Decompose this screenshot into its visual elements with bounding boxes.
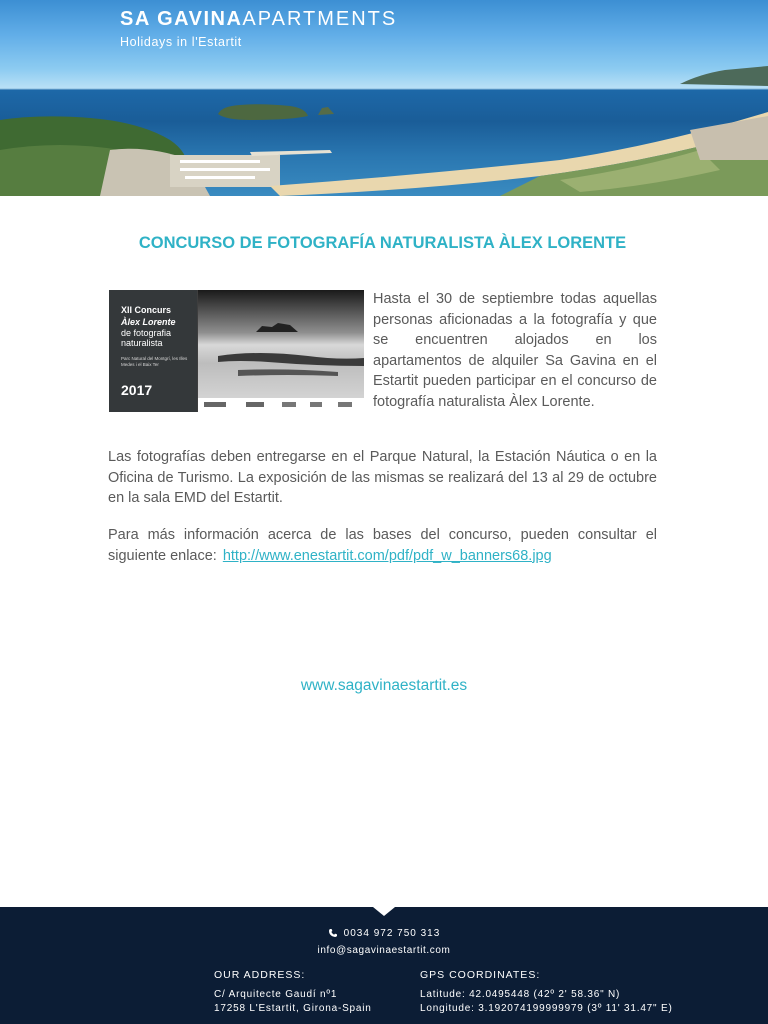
footer-phone[interactable] xyxy=(0,928,768,939)
footer-email[interactable]: info@sagavinaestartit.com xyxy=(317,945,451,956)
poster-photo xyxy=(198,290,364,412)
gps-heading: GPS COORDINATES: xyxy=(420,969,541,981)
info-text: Para más información acerca de las bases del concurso, pueden consultar el siguiente enlace: xyxy=(108,527,657,564)
delivery-paragraph: Las fotografías deben entregarse en el Parque Natural, la Estación Náutica o en la Oficina de Turismo. La exposición de las mismas se realizará del 13 al 29 de octubre en la sala EMD del Estartit. xyxy=(108,449,657,506)
brand-tagline: Holidays in l'Estartit xyxy=(120,35,242,49)
address-line-2: 17258 L'Estartit, Girona-Spain xyxy=(214,1003,372,1014)
article-title: CONCURSO DE FOTOGRAFÍA NATURALISTA ÀLEX LORENTE xyxy=(138,234,627,252)
brand-name: SA GAVINA xyxy=(120,8,243,30)
brand-suffix: APARTMENTS xyxy=(242,8,398,30)
poster-text-panel xyxy=(109,290,197,412)
address-line-1: C/ Arquitecte Gaudí nº1 xyxy=(214,989,338,1000)
gps-latitude: Latitude: 42.0495448 (42º 2' 58.36" N) xyxy=(420,989,621,1000)
hero-banner xyxy=(0,0,768,196)
poster-line-2: Àlex Lorente xyxy=(121,317,176,327)
brand-logo xyxy=(120,8,397,31)
intro-paragraph: Hasta el 30 de septiembre todas aquellas personas aficionadas a la fotografía y que se encuentren alojados en los apartamentos de alquiler Sa Gavina en el Estartit pueden participar en el concurso de fotografía naturalista Àlex Lorente. xyxy=(373,291,657,410)
poster-year: 2017 xyxy=(121,382,153,398)
contest-rules-link[interactable]: http://www.enestartit.com/pdf/pdf_w_banners68.jpg xyxy=(222,547,552,564)
footer xyxy=(0,907,768,1024)
gps-longitude: Longitude: 3.192074199999979 (3º 11' 31.47" E) xyxy=(420,1003,673,1014)
address-heading: OUR ADDRESS: xyxy=(214,969,306,981)
phone-number: 0034 972 750 313 xyxy=(343,928,441,939)
contest-poster xyxy=(109,290,364,412)
phone-icon xyxy=(328,928,338,938)
website-link[interactable]: www.sagavinaestartit.es xyxy=(300,677,468,694)
info-paragraph xyxy=(108,525,657,566)
poster-line-4: Parc Natural del Montgrí, les Illes Medes i el Baix Ter xyxy=(121,356,188,367)
poster-line-3: de fotografia naturalista xyxy=(121,328,172,348)
poster-line-1: XII Concurs xyxy=(121,305,172,315)
footer-notch xyxy=(373,907,395,916)
